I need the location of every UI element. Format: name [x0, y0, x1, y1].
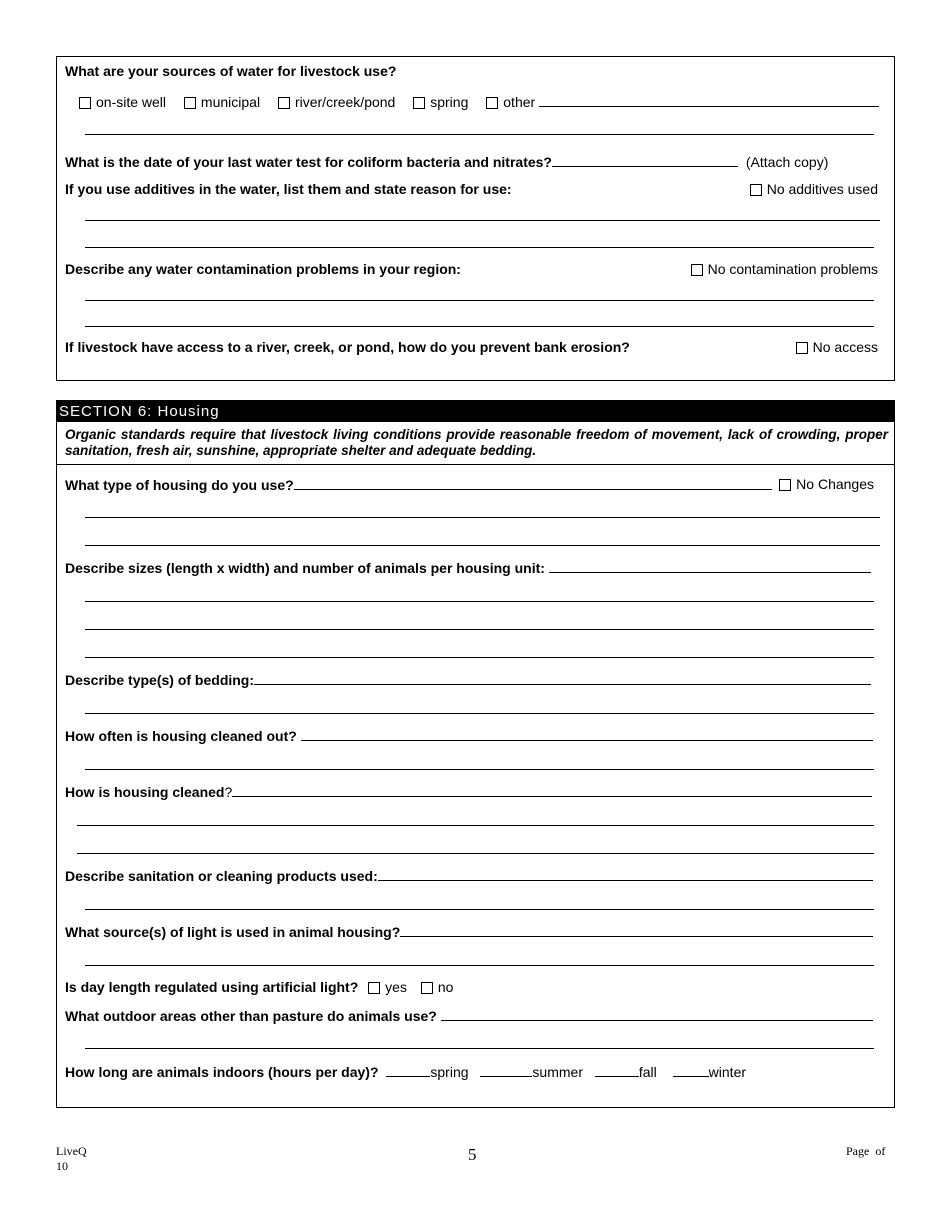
fall-hours-field[interactable]	[595, 1062, 639, 1077]
no-changes-option[interactable]: No Changes	[779, 475, 874, 493]
checkbox-other[interactable]	[486, 97, 498, 109]
water-sources-options	[79, 92, 880, 110]
checkbox-no-changes[interactable]	[779, 479, 791, 491]
bedding-row	[65, 670, 880, 688]
housing-type-field[interactable]	[294, 475, 772, 490]
checkbox-no-access[interactable]	[796, 342, 808, 354]
summer-hours-field[interactable]	[480, 1062, 532, 1077]
indoors-row	[65, 1062, 880, 1080]
cleaned-out-field[interactable]	[301, 726, 873, 741]
contamination-line-1[interactable]	[85, 300, 874, 301]
how-cleaned-line-1[interactable]	[77, 825, 874, 826]
erosion-question: If livestock have access to a river, creek, or pond, how do you prevent bank erosion?	[65, 339, 630, 355]
attach-copy-label: (Attach copy)	[745, 154, 829, 170]
outdoor-line[interactable]	[85, 1048, 874, 1049]
outdoor-field[interactable]	[441, 1006, 873, 1021]
option-yes[interactable]: yes	[368, 979, 407, 995]
option-on-site-well[interactable]: on-site well	[79, 94, 166, 110]
outdoor-question: What outdoor areas other than pasture do animals use?	[65, 1008, 437, 1024]
bedding-line[interactable]	[85, 713, 874, 714]
housing-intro: Organic standards require that livestock living conditions provide reasonable freedom of movement, lack of crowding, proper sanitation, fresh air, sunshine, appropriate shelter and adequate bedding.	[65, 427, 888, 458]
indoors-question: How long are animals indoors (hours per day)?	[65, 1064, 379, 1080]
option-river-creek-pond[interactable]: river/creek/pond	[278, 94, 395, 110]
winter-label: winter	[708, 1064, 747, 1080]
additives-row	[65, 180, 880, 198]
option-no[interactable]: no	[421, 979, 454, 995]
checkbox-spring[interactable]	[413, 97, 425, 109]
water-sources-question: What are your sources of water for livestock use?	[65, 63, 397, 79]
checkbox-municipal[interactable]	[184, 97, 196, 109]
summer-label: summer	[532, 1064, 583, 1080]
option-municipal[interactable]: municipal	[184, 94, 260, 110]
water-test-date-field[interactable]	[552, 152, 738, 167]
bedding-question: Describe type(s) of bedding:	[65, 672, 255, 688]
section-6-title: SECTION 6: Housing	[57, 401, 894, 422]
sizes-line-1[interactable]	[85, 601, 874, 602]
outdoor-row	[65, 1006, 880, 1024]
sizes-line-2[interactable]	[85, 629, 874, 630]
checkbox-yes[interactable]	[368, 982, 380, 994]
checkbox-on-site-well[interactable]	[79, 97, 91, 109]
housing-type-question: What type of housing do you use?	[65, 477, 294, 493]
how-cleaned-field[interactable]	[232, 782, 872, 797]
spring-label: spring	[430, 1064, 469, 1080]
light-row	[65, 922, 880, 940]
cleaned-out-line[interactable]	[85, 769, 874, 770]
housing-type-row	[65, 475, 880, 493]
water-sources-row	[65, 62, 880, 80]
contamination-line-2[interactable]	[85, 326, 874, 327]
cleaned-out-row	[65, 726, 880, 744]
checkbox-no-additives[interactable]	[750, 184, 762, 196]
day-length-row	[65, 978, 880, 996]
sizes-field[interactable]	[549, 558, 871, 573]
intro-divider	[57, 464, 894, 465]
sizes-question: Describe sizes (length x width) and number of animals per housing unit:	[65, 560, 545, 576]
checkbox-no[interactable]	[421, 982, 433, 994]
checkbox-no-contamination[interactable]	[691, 264, 703, 276]
light-question: What source(s) of light is used in animal housing?	[65, 924, 401, 940]
sizes-line-3[interactable]	[85, 657, 874, 658]
water-section	[56, 56, 895, 381]
checkbox-river-creek-pond[interactable]	[278, 97, 290, 109]
how-cleaned-row: How is housing cleaned?	[65, 782, 880, 800]
winter-hours-field[interactable]	[673, 1062, 709, 1077]
option-other[interactable]: other	[486, 94, 535, 110]
additives-question: If you use additives in the water, list them and state reason for use:	[65, 181, 512, 197]
housing-type-line-2[interactable]	[85, 545, 880, 546]
footer-page-label: Page of	[846, 1144, 886, 1158]
spring-hours-field[interactable]	[386, 1062, 430, 1077]
option-spring[interactable]: spring	[413, 94, 468, 110]
contamination-row	[65, 260, 880, 278]
day-length-question: Is day length regulated using artificial light?	[65, 979, 359, 995]
no-additives-option[interactable]: No additives used	[750, 180, 878, 198]
erosion-row	[65, 338, 880, 356]
footer-doc-num: 10	[56, 1159, 68, 1173]
no-contamination-option[interactable]: No contamination problems	[691, 260, 878, 278]
fall-label: fall	[638, 1064, 657, 1080]
housing-type-line-1[interactable]	[85, 517, 880, 518]
water-test-row	[65, 152, 880, 170]
sizes-row	[65, 558, 880, 576]
sanitation-line[interactable]	[85, 909, 874, 910]
sanitation-row	[65, 866, 880, 884]
footer-page-number: 5	[468, 1145, 477, 1164]
additives-line-2[interactable]	[85, 247, 874, 248]
footer-doc-code: LiveQ	[56, 1144, 87, 1158]
bedding-field[interactable]	[254, 670, 871, 685]
sanitation-question: Describe sanitation or cleaning products used:	[65, 868, 378, 884]
how-cleaned-question: How is housing cleaned	[65, 784, 225, 800]
no-access-option[interactable]: No access	[796, 338, 878, 356]
how-cleaned-line-2[interactable]	[77, 853, 874, 854]
light-field[interactable]	[400, 922, 873, 937]
sanitation-field[interactable]	[378, 866, 873, 881]
water-sources-line[interactable]	[85, 134, 874, 135]
cleaned-out-question: How often is housing cleaned out?	[65, 728, 297, 744]
housing-section	[56, 400, 895, 1108]
light-line[interactable]	[85, 965, 874, 966]
additives-line-1[interactable]	[85, 220, 880, 221]
other-source-field[interactable]	[539, 92, 879, 107]
water-test-question: What is the date of your last water test for coliform bacteria and nitrates?	[65, 154, 552, 170]
contamination-question: Describe any water contamination problems in your region:	[65, 261, 461, 277]
